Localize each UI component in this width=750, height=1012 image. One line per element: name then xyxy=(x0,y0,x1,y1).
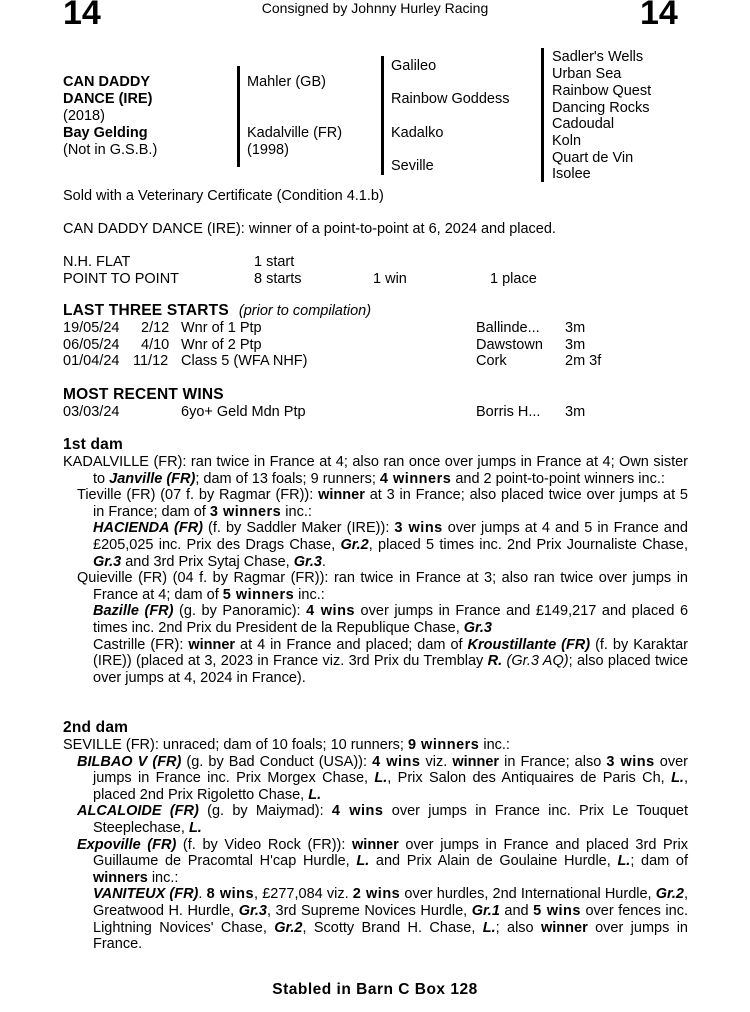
pedigree-grandparent: Rainbow Goddess xyxy=(391,91,510,107)
win-course: Borris H... xyxy=(476,404,541,420)
pedigree-dam: Kadalville (FR) xyxy=(247,125,343,141)
start-course: Ballinde... xyxy=(476,320,540,336)
pedigree-great-grandparent: Koln xyxy=(552,133,582,149)
pedigree-divider-1 xyxy=(237,66,240,167)
pedigree-sire: Mahler (GB) xyxy=(247,74,326,90)
first-dam-heading: 1st dam xyxy=(63,436,123,453)
produce-paragraph: Bazille (FR) (g. by Panoramic): 4 wins over jumps in France and £149,217 and placed 6 times inc. 2nd Prix du President de la Republique Chase, Gr.3 xyxy=(93,603,689,636)
horse-gsb: (Not in G.S.B.) xyxy=(63,142,158,158)
win-race: 6yo+ Geld Mdn Ptp xyxy=(181,404,306,420)
pedigree-grandparent: Kadalko xyxy=(391,125,444,141)
produce-paragraph: ALCALOIDE (FR) (g. by Maiymad): 4 wins over jumps in France inc. Prix Le Touquet Steeplechase, L. xyxy=(77,803,689,836)
produce-paragraph: BILBAO V (FR) (g. by Bad Conduct (USA)): 4 wins viz. winner in France; also 3 wins over jumps in France inc. Prix Morgex Chase, L., Prix Salon des Antiquaires de Paris Ch, L., placed 2nd Prix Rigoletto Chase, L. xyxy=(77,753,688,803)
horse-name-line1: CAN DADDY xyxy=(63,74,150,90)
start-race: Wnr of 2 Ptp xyxy=(181,337,262,353)
start-position: 2/12 xyxy=(141,320,170,336)
last-three-title: LAST THREE STARTS xyxy=(63,302,229,319)
lot-number-left: 14 xyxy=(63,0,101,32)
start-race: Wnr of 1 Ptp xyxy=(181,320,262,336)
start-distance: 2m 3f xyxy=(565,353,602,369)
horse-year: (2018) xyxy=(63,108,105,124)
record-type: N.H. FLAT xyxy=(63,254,131,270)
pedigree-great-grandparent: Dancing Rocks xyxy=(552,100,650,116)
record-wins: 1 win xyxy=(373,271,407,287)
pedigree-dam-year: (1998) xyxy=(247,142,289,158)
pedigree-great-grandparent: Sadler's Wells xyxy=(552,49,644,65)
produce-paragraph: Tieville (FR) (07 f. by Ragmar (FR)): winner at 3 in France; also placed twice over jumps at 5 in France; dam of 3 winners inc.: xyxy=(77,487,688,520)
start-position: 11/12 xyxy=(133,353,169,369)
pedigree-divider-2 xyxy=(381,56,384,175)
first-dam-section xyxy=(63,454,688,686)
record-starts: 8 starts xyxy=(254,271,302,287)
pedigree-grandparent: Seville xyxy=(391,158,434,174)
pedigree-great-grandparent: Cadoudal xyxy=(552,116,615,132)
summary: CAN DADDY DANCE (IRE): winner of a point-to-point at 6, 2024 and placed. xyxy=(63,221,556,237)
consignor: Consigned by Johnny Hurley Racing xyxy=(261,0,489,16)
stabling-info: Stabled in Barn C Box 128 xyxy=(272,981,478,998)
pedigree-great-grandparent: Rainbow Quest xyxy=(552,83,652,99)
lot-number-right: 14 xyxy=(640,0,678,32)
horse-name-line2: DANCE (IRE) xyxy=(63,91,153,107)
start-date: 06/05/24 xyxy=(63,337,120,353)
record-places: 1 place xyxy=(490,271,537,287)
last-three-note: (prior to compilation) xyxy=(238,303,372,319)
horse-sex: Bay Gelding xyxy=(63,125,148,141)
start-position: 4/10 xyxy=(141,337,170,353)
second-dam-section xyxy=(63,737,688,953)
produce-paragraph: Quieville (FR) (04 f. by Ragmar (FR)): ran twice in France at 3; also ran twice over jumps in France at 4; dam of 5 winners inc.: xyxy=(77,570,688,603)
start-course: Cork xyxy=(476,353,507,369)
start-course: Dawstown xyxy=(476,337,543,353)
produce-paragraph: Castrille (FR): winner at 4 in France and placed; dam of Kroustillante (FR) (f. by Karaktar (IRE)) (placed at 3, 2023 in France viz. 3rd Prix du Tremblay R. (Gr.3 AQ); also placed twice over jumps at 4, 2024 in France). xyxy=(93,636,689,686)
second-dam-heading: 2nd dam xyxy=(63,719,129,736)
pedigree-great-grandparent: Isolee xyxy=(552,166,591,182)
win-date: 03/03/24 xyxy=(63,404,120,420)
last-three-heading xyxy=(63,303,371,320)
pedigree-great-grandparent: Quart de Vin xyxy=(552,150,634,166)
pedigree-great-grandparent: Urban Sea xyxy=(552,66,622,82)
record-starts: 1 start xyxy=(254,254,295,270)
recent-wins-heading: MOST RECENT WINS xyxy=(63,386,224,403)
start-distance: 3m xyxy=(565,320,586,336)
produce-paragraph: HACIENDA (FR) (f. by Saddler Maker (IRE)): 3 wins over jumps at 4 and 5 in France and £205,025 inc. Prix des Drags Chase, Gr.2, placed 5 times inc. 2nd Prix Journaliste Chase, Gr.3 and 3rd Prix Sytaj Chase, Gr.3. xyxy=(93,520,689,570)
produce-paragraph: VANITEUX (FR). 8 wins, £277,084 viz. 2 wins over hurdles, 2nd International Hurdle, Gr.2, Greatwood H. Hurdle, Gr.3, 3rd Supreme Novices Hurdle, Gr.1 and 5 wins over fences inc. Lightning Novices' Chase, Gr.2, Scotty Brand H. Chase, L.; also winner over jumps in France. xyxy=(93,886,689,953)
vet-note: Sold with a Veterinary Certificate (Condition 4.1.b) xyxy=(63,188,384,204)
first-dam-paragraph: KADALVILLE (FR): ran twice in France at 4; also ran once over jumps in France at 4; Own sister to Janville (FR); dam of 13 foals; 9 runners; 4 winners and 2 point-to-point winners inc.: xyxy=(63,454,688,487)
start-distance: 3m xyxy=(565,337,586,353)
pedigree-grandparent: Galileo xyxy=(391,58,437,74)
record-type: POINT TO POINT xyxy=(63,271,180,287)
start-race: Class 5 (WFA NHF) xyxy=(181,353,308,369)
win-distance: 3m xyxy=(565,404,586,420)
start-date: 19/05/24 xyxy=(63,320,120,336)
second-dam-paragraph: SEVILLE (FR): unraced; dam of 10 foals; 10 runners; 9 winners inc.: xyxy=(63,737,510,753)
produce-paragraph: Expoville (FR) (f. by Video Rock (FR)): winner over jumps in France and placed 3rd Prix Guillaume de Pracomtal H'cap Hurdle, L. and Prix Alain de Goulaine Hurdle, L.; dam of winners inc.: xyxy=(77,836,689,886)
start-date: 01/04/24 xyxy=(63,353,120,369)
pedigree-divider-3 xyxy=(541,48,544,182)
